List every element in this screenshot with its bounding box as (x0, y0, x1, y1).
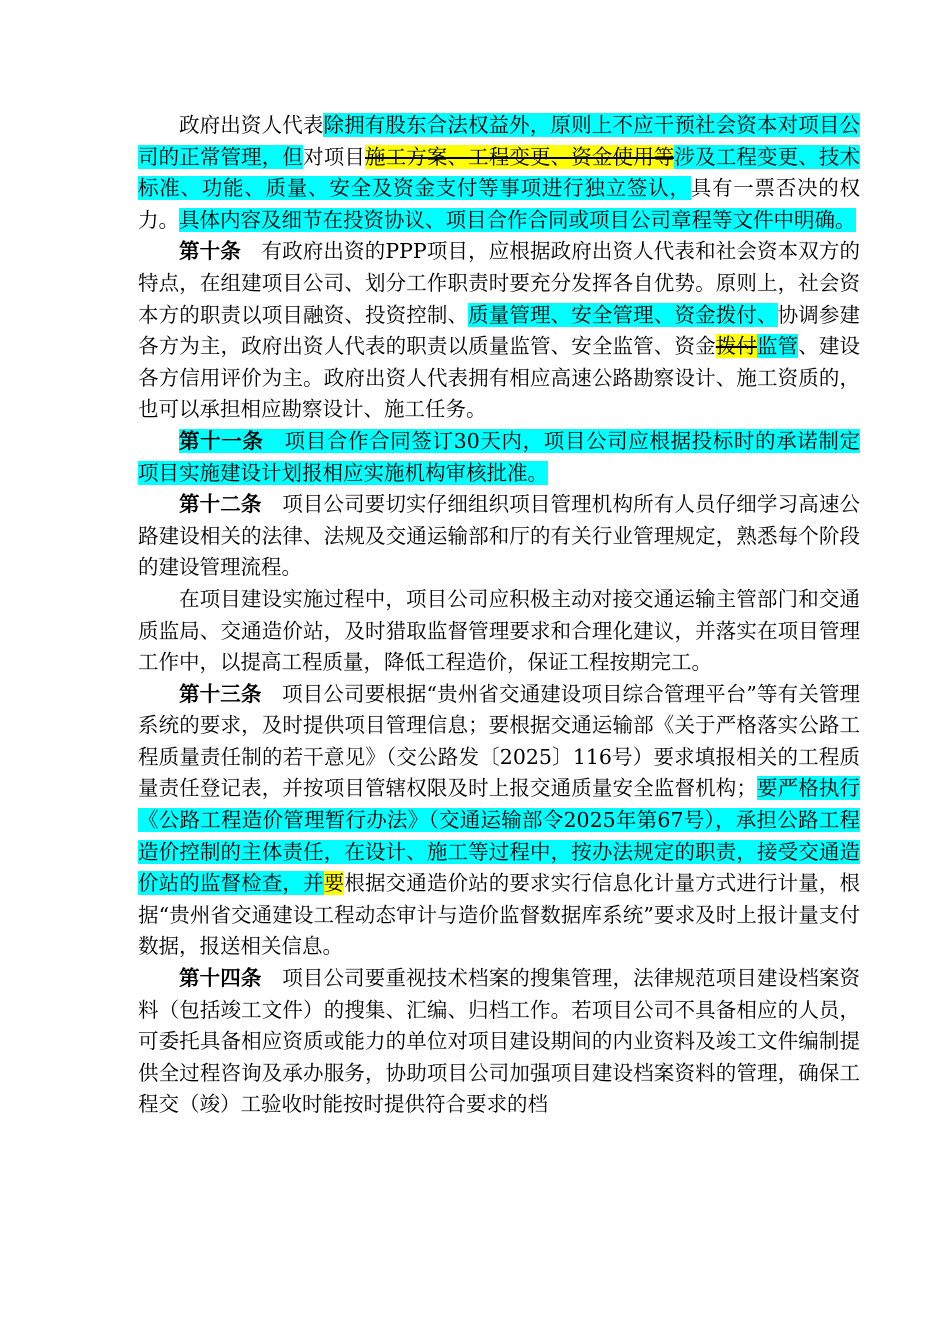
article-12-paragraph-2: 在项目建设实施过程中，项目公司应积极主动对接交通运输主管部门和交通质监局、交通造价站，及时猎取监督管理要求和合理化建议，并落实在项目管理工作中，以提高工程质量，降低工程造价，保证工程按期完工。 (138, 586, 860, 675)
text: 项目公司要重视技术档案的搜集管理，法律规范项目建设档案资料（包括竣工文件）的搜集、汇编、归档工作。若项目公司不具备相应的人员，可委托具备相应资质或能力的单位对项目建设期间的内业资料及竣工文件编制提供全过程咨询及承办服务，协助项目公司加强项目建设档案资料的管理，确保工程交（竣）工验收时能按时提供符合要求的档 (138, 966, 860, 1117)
text: 根据交通造价站的要求实行信息化计量方式进行计量，根据“贵州省交通建设工程动态审计与造价监督数据库系统”要求及时上报计量支付数据，报送相关信息。 (138, 871, 861, 959)
text: 协调参建各方为主，政府出资人代表的职责以质量监管、安全监管、资金 (138, 302, 861, 359)
deleted-text: 拨付 (715, 334, 757, 359)
highlighted-text: 除拥有股东合法权益外，原则上不应干预社会资本对项目公司的正常管理，但 (138, 113, 860, 169)
highlighted-text: 质量管理、安全管理、资金拨付、 (468, 302, 778, 327)
highlighted-text: 具体内容及细节在投资协议、项目合作合同或项目公司章程等文件中明确。 (179, 207, 856, 232)
article-label: 第十条 (179, 239, 241, 264)
text: 对项目 (303, 144, 365, 169)
highlighted-text: 监管 (756, 334, 799, 359)
article-11 (138, 426, 860, 489)
text: 项目公司要根据“贵州省交通建设项目综合管理平台”等有关管理系统的要求，及时提供项目管理信息；要根据交通运输部《关于严格落实公路工程质量责任制的若干意见》（交公路发〔2025〕116号）要求填报相关的工程质量责任登记表，并按项目管辖权限及时上报交通质量安全监督机构； (138, 681, 861, 801)
highlighted-text: 项目合作合同签订30天内，项目公司应根据投标时的承诺制定项目实施建设计划报相应实施机构审核批准。 (138, 428, 861, 485)
article-label: 第十四条 (179, 966, 262, 991)
highlighted-text: 涉及工程变更、技术标准、功能、质量、安全及资金支付等事项进行独立签认， (138, 144, 861, 201)
text: 、建设各方信用评价为主。政府出资人代表拥有相应高速公路勘察设计、施工资质的，也可以承担相应勘察设计、施工任务。 (138, 334, 861, 422)
article-14 (138, 963, 860, 1121)
text: 具有一票否决的权力。 (138, 176, 861, 232)
text: 项目公司要切实仔细组织项目管理机构所有人员仔细学习高速公路建设相关的法律、法规及交通运输部和厅的有关行业管理规定，熟悉每个阶段的建设管理流程。 (138, 492, 860, 580)
highlighted-text: 要严格执行《公路工程造价管理暂行办法》（交通运输部令2025年第67号），承担公路工程造价控制的主体责任，在设计、施工等过程中，按办法规定的职责，接受交通造价站的监督检查，并 (138, 776, 861, 896)
document-page (138, 110, 860, 1121)
article-label: 第十三条 (179, 681, 262, 706)
article-13 (138, 679, 860, 963)
paragraph-investor-representative (138, 110, 860, 236)
article-label: 第十一条 (179, 428, 264, 453)
yellow-highlighted-text: 要 (323, 871, 345, 896)
article-label: 第十二条 (179, 492, 262, 517)
text: 有政府出资的PPP项目，应根据政府出资人代表和社会资本双方的特点，在组建项目公司、划分工作职责时要充分发挥各自优势。原则上，社会资本方的职责以项目融资、投资控制、 (138, 239, 860, 327)
text: 政府出资人代表 (179, 113, 324, 137)
article-10 (138, 236, 860, 426)
deleted-text: 施工方案、工程变更、资金使用等 (364, 144, 675, 169)
article-12 (138, 489, 860, 584)
